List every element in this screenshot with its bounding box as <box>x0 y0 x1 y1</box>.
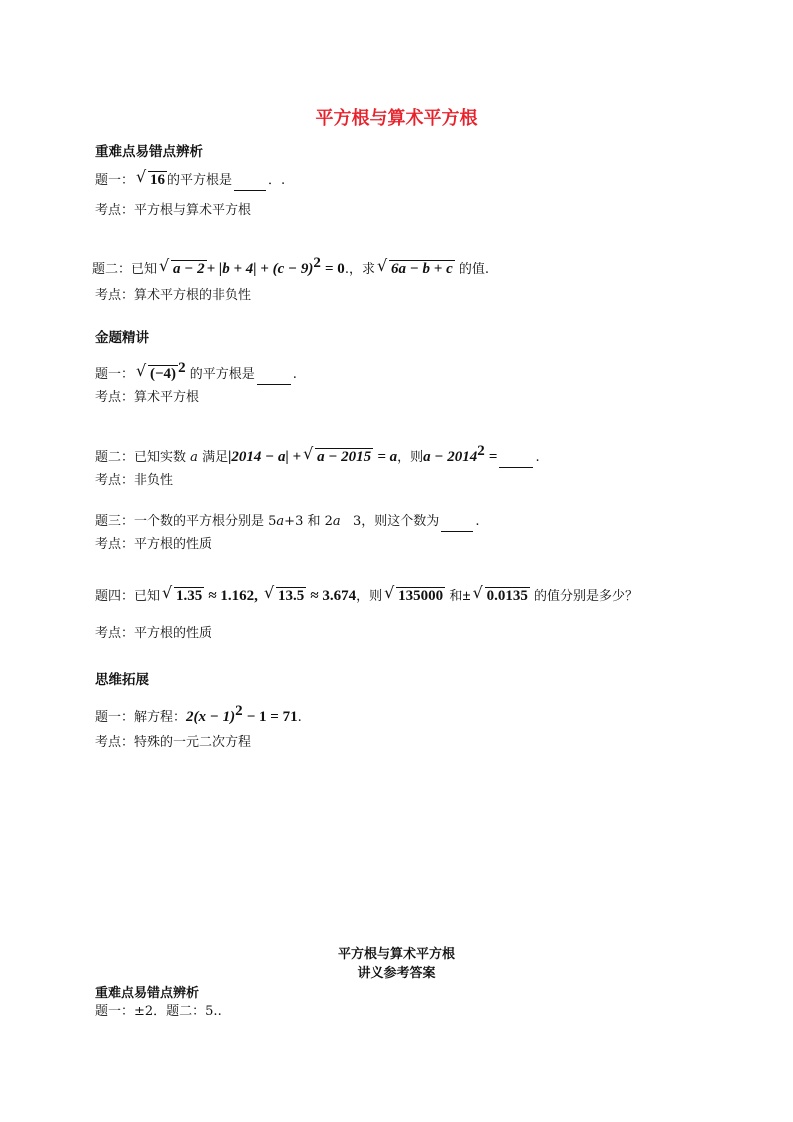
s2-question-4 <box>95 586 638 607</box>
question-end: . <box>475 514 480 529</box>
question-label: 题二：已知 <box>92 262 158 277</box>
question-text: +3 和 2 <box>284 514 333 529</box>
radical-expression: √ 16 <box>136 170 167 190</box>
radical-expression: √ a − 2 <box>159 259 207 279</box>
answers-section-heading: 重难点易错点辨析 <box>95 986 200 1001</box>
question-text: 和 <box>449 589 463 604</box>
answer-blank <box>499 467 533 468</box>
answers-title: 平方根与算术平方根 <box>337 947 455 962</box>
s2-question-3 <box>95 512 479 532</box>
radical-expression: √ (−4) <box>136 364 178 384</box>
radical-expression: √ 0.0135 <box>473 586 530 606</box>
answer-blank <box>234 190 266 191</box>
answer-blank <box>441 531 473 532</box>
math-expression: ≈ 1.162, <box>208 588 258 604</box>
page-title: 平方根与算术平方根 <box>315 108 478 129</box>
math-expression: |2014 − a| + <box>228 449 302 465</box>
question-label: 题一： <box>95 173 135 188</box>
question-label: 题四：已知 <box>95 589 161 604</box>
question-text: 3，则这个数为 <box>340 514 440 529</box>
question-text: 的平方根是 <box>167 173 233 188</box>
math-expression: ≈ 3.674 <box>310 588 357 604</box>
question-label: 题二：已知实数 <box>95 450 187 465</box>
s1-question-1 <box>95 170 285 191</box>
question-text: 满足 <box>202 450 229 465</box>
answers-subtitle: 讲义参考答案 <box>357 966 436 981</box>
s2-question-2 <box>95 441 540 468</box>
radical-expression: √ a − 2015 <box>303 447 373 467</box>
question-text: 题三：一个数的平方根分别是 5 <box>95 514 277 529</box>
math-expression: = 0 <box>325 261 345 277</box>
radical-expression: √ 13.5 <box>264 586 306 606</box>
exponent: 2 <box>477 443 485 459</box>
variable: a <box>276 514 285 529</box>
plus-minus-sign: ± <box>462 588 471 604</box>
question-text: 的值分别是多少？ <box>533 589 638 604</box>
answers-line: 题一：±2．题二：5.. <box>95 1004 222 1019</box>
question-text: ，则 <box>356 589 383 604</box>
question-text: 的平方根是 <box>189 367 255 382</box>
section-heading-difficulties: 重难点易错点辨析 <box>95 144 203 160</box>
question-end: ．. <box>268 173 286 188</box>
s2-question-1 <box>95 358 297 385</box>
exponent: 2 <box>178 360 186 376</box>
exponent: 2 <box>235 703 243 719</box>
math-expression: a − 2014 <box>423 449 478 465</box>
section-heading-key-problems: 金题精讲 <box>95 330 149 346</box>
s2-q2-knowledge-point: 考点：非负性 <box>95 473 174 488</box>
question-end: . <box>292 367 297 382</box>
question-label: 题一：解方程： <box>95 710 187 725</box>
question-label: 题一： <box>95 367 135 382</box>
math-expression: 2(x − 1) <box>186 709 236 725</box>
question-text: ，则 <box>397 450 424 465</box>
math-expression: = a <box>377 449 398 465</box>
s3-q1-knowledge-point: 考点：特殊的一元二次方程 <box>95 735 252 750</box>
s1-q1-knowledge-point: 考点：平方根与算术平方根 <box>95 203 252 218</box>
math-expression: − 1 = 71 <box>246 709 298 725</box>
math-expression: + |b + 4| + (c − 9) <box>206 261 314 277</box>
s3-question-1 <box>95 701 302 728</box>
question-end: . <box>535 450 540 465</box>
question-text: 的值. <box>458 262 490 277</box>
section-heading-extension: 思维拓展 <box>95 672 149 688</box>
variable: a <box>332 514 341 529</box>
radical-expression: √ 1.35 <box>162 586 204 606</box>
variable: a <box>190 450 198 465</box>
radical-expression: √ 6a − b + c <box>377 259 455 279</box>
exponent: 2 <box>313 255 321 271</box>
question-end: . <box>297 710 302 725</box>
question-text: .，求 <box>344 262 375 277</box>
answer-blank <box>257 384 291 385</box>
math-expression: = <box>488 449 498 465</box>
s2-q1-knowledge-point: 考点：算术平方根 <box>95 390 200 405</box>
s1-question-2 <box>92 253 489 280</box>
radical-expression: √ 135000 <box>384 586 445 606</box>
s2-q4-knowledge-point: 考点：平方根的性质 <box>95 626 213 641</box>
s2-q3-knowledge-point: 考点：平方根的性质 <box>95 537 213 552</box>
s1-q2-knowledge-point: 考点：算术平方根的非负性 <box>95 288 252 303</box>
